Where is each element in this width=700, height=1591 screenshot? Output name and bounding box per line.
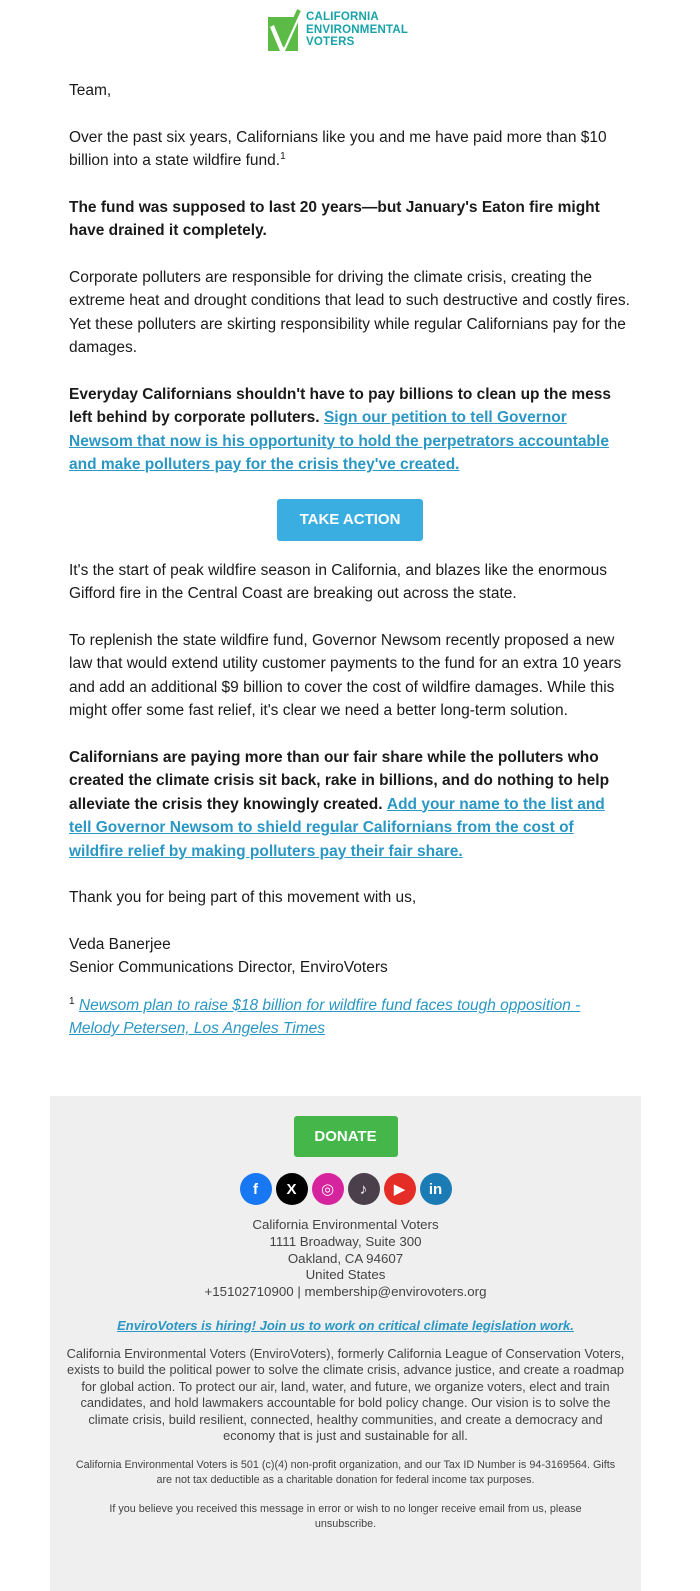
footnote: [69, 994, 631, 1041]
signoff: Thank you for being part of this movement with us,: [69, 889, 417, 906]
email-footer: [50, 1096, 641, 1591]
paragraph-eaton-fire: The fund was supposed to last 20 years—but January's Eaton fire might have drained it completely.: [69, 198, 600, 239]
greeting: Team,: [69, 82, 112, 99]
paragraph-fund: [69, 126, 631, 173]
paragraph-polluters: Corporate polluters are responsible for driving the climate crisis, creating the extreme heat and drought conditions that lead to such destructive and costly fires. Yet these polluters are skirting responsibility while regular Californians pay for the damages.: [69, 268, 630, 356]
signature-title: Senior Communications Director, EnviroVoters: [69, 959, 388, 976]
email-body: [69, 79, 631, 1041]
social-links: [50, 1173, 641, 1205]
add-name-link[interactable]: Add your name to the list and tell Governor Newsom to shield regular Californians from the cost of wildfire relief by making polluters pay their fair share.: [69, 795, 605, 860]
linkedin-icon[interactable]: in: [420, 1173, 452, 1205]
hiring-link[interactable]: EnviroVoters is hiring! Join us to work on critical climate legislation work.: [117, 1317, 574, 1333]
paragraph-fund-text: Over the past six years, Californians like you and me have paid more than $10 billion into a state wildfire fund.: [69, 128, 607, 169]
instagram-icon[interactable]: ◎: [312, 1173, 344, 1205]
donate-button[interactable]: DONATE: [294, 1116, 398, 1157]
x-icon[interactable]: X: [276, 1173, 308, 1205]
brand-logo[interactable]: [268, 7, 408, 53]
address-city: Oakland, CA 94607: [287, 1250, 404, 1266]
signature-name: Veda Banerjee: [69, 935, 171, 953]
org-name: California Environmental Voters: [252, 1217, 439, 1232]
brand-line-1: CALIFORNIA: [306, 11, 379, 24]
tax-disclaimer: California Environmental Voters is 501 (c)(4) non-profit organization, and our Tax ID Number is 94-3169564. Gifts are not tax deductible as a charitable donation for federal income tax purposes.: [75, 1458, 616, 1486]
paragraph-fair-share: [69, 746, 631, 864]
tiktok-icon[interactable]: ♪: [348, 1173, 380, 1205]
hiring-notice: [50, 1318, 641, 1333]
take-action-button[interactable]: TAKE ACTION: [277, 499, 423, 541]
footnote-ref[interactable]: 1: [280, 150, 286, 162]
about-org: California Environmental Voters (EnviroVoters), formerly California League of Conservation Voters, exists to build the political power to solve the climate crisis, advance justice, and create a roadmap for global action. To protect our air, land, water, and future, we organize voters, elect and train candidates, and hold lawmakers accountable for bold policy change. Our vision is to solve the climate crisis, build resilient, connected, healthy communities, and create a democracy and economy that is just and sustainable for all.: [66, 1345, 625, 1444]
fair-share-bold-text: Californians are paying more than our fair share while the polluters who created the climate crisis sit back, rake in billions, and do nothing to help alleviate the crisis they knowingly created.: [69, 748, 610, 813]
address-street: 1111 Broadway, Suite 300: [269, 1233, 422, 1249]
mailing-address: [50, 1217, 641, 1301]
checkmark-logo-icon: [268, 7, 304, 53]
petition-bold-text: Everyday Californians shouldn't have to pay billions to clean up the mess left behind by corporate polluters.: [69, 385, 612, 426]
youtube-icon[interactable]: ▶: [384, 1173, 416, 1205]
paragraph-new-law: To replenish the state wildfire fund, Governor Newsom recently proposed a new law that would extend utility customer payments to the fund for an extra 10 years and add an additional $9 billion to cover the cost of wildfire damages. While this might offer some fast relief, it's clear we need a better long-term solution.: [69, 631, 622, 719]
brand-line-2: ENVIRONMENTAL: [306, 23, 409, 36]
cta-container: [69, 499, 631, 541]
paragraph-petition: [69, 383, 631, 477]
paragraph-wildfire-season: It's the start of peak wildfire season in California, and blazes like the enormous Gifford fire in the Central Coast are breaking out across the state.: [69, 561, 607, 602]
footnote-source-link[interactable]: Newsom plan to raise $18 billion for wildfire fund faces tough opposition - Melody Petersen, Los Angeles Times: [69, 996, 581, 1037]
footnote-number: 1: [69, 995, 75, 1007]
brand-name: [306, 11, 408, 49]
contact-info: +15102710900 | membership@envirovoters.org: [204, 1284, 487, 1300]
brand-line-3: VOTERS: [306, 36, 355, 49]
email-header: [0, 0, 700, 62]
unsubscribe-notice[interactable]: If you believe you received this message in error or wish to no longer receive email from us, please unsubscribe.: [109, 1502, 582, 1530]
address-country: United States: [305, 1267, 386, 1283]
petition-link[interactable]: Sign our petition to tell Governor Newsom that now is his opportunity to hold the perpetrators accountable and make polluters pay for the crisis they've created.: [69, 409, 609, 473]
facebook-icon[interactable]: f: [240, 1173, 272, 1205]
